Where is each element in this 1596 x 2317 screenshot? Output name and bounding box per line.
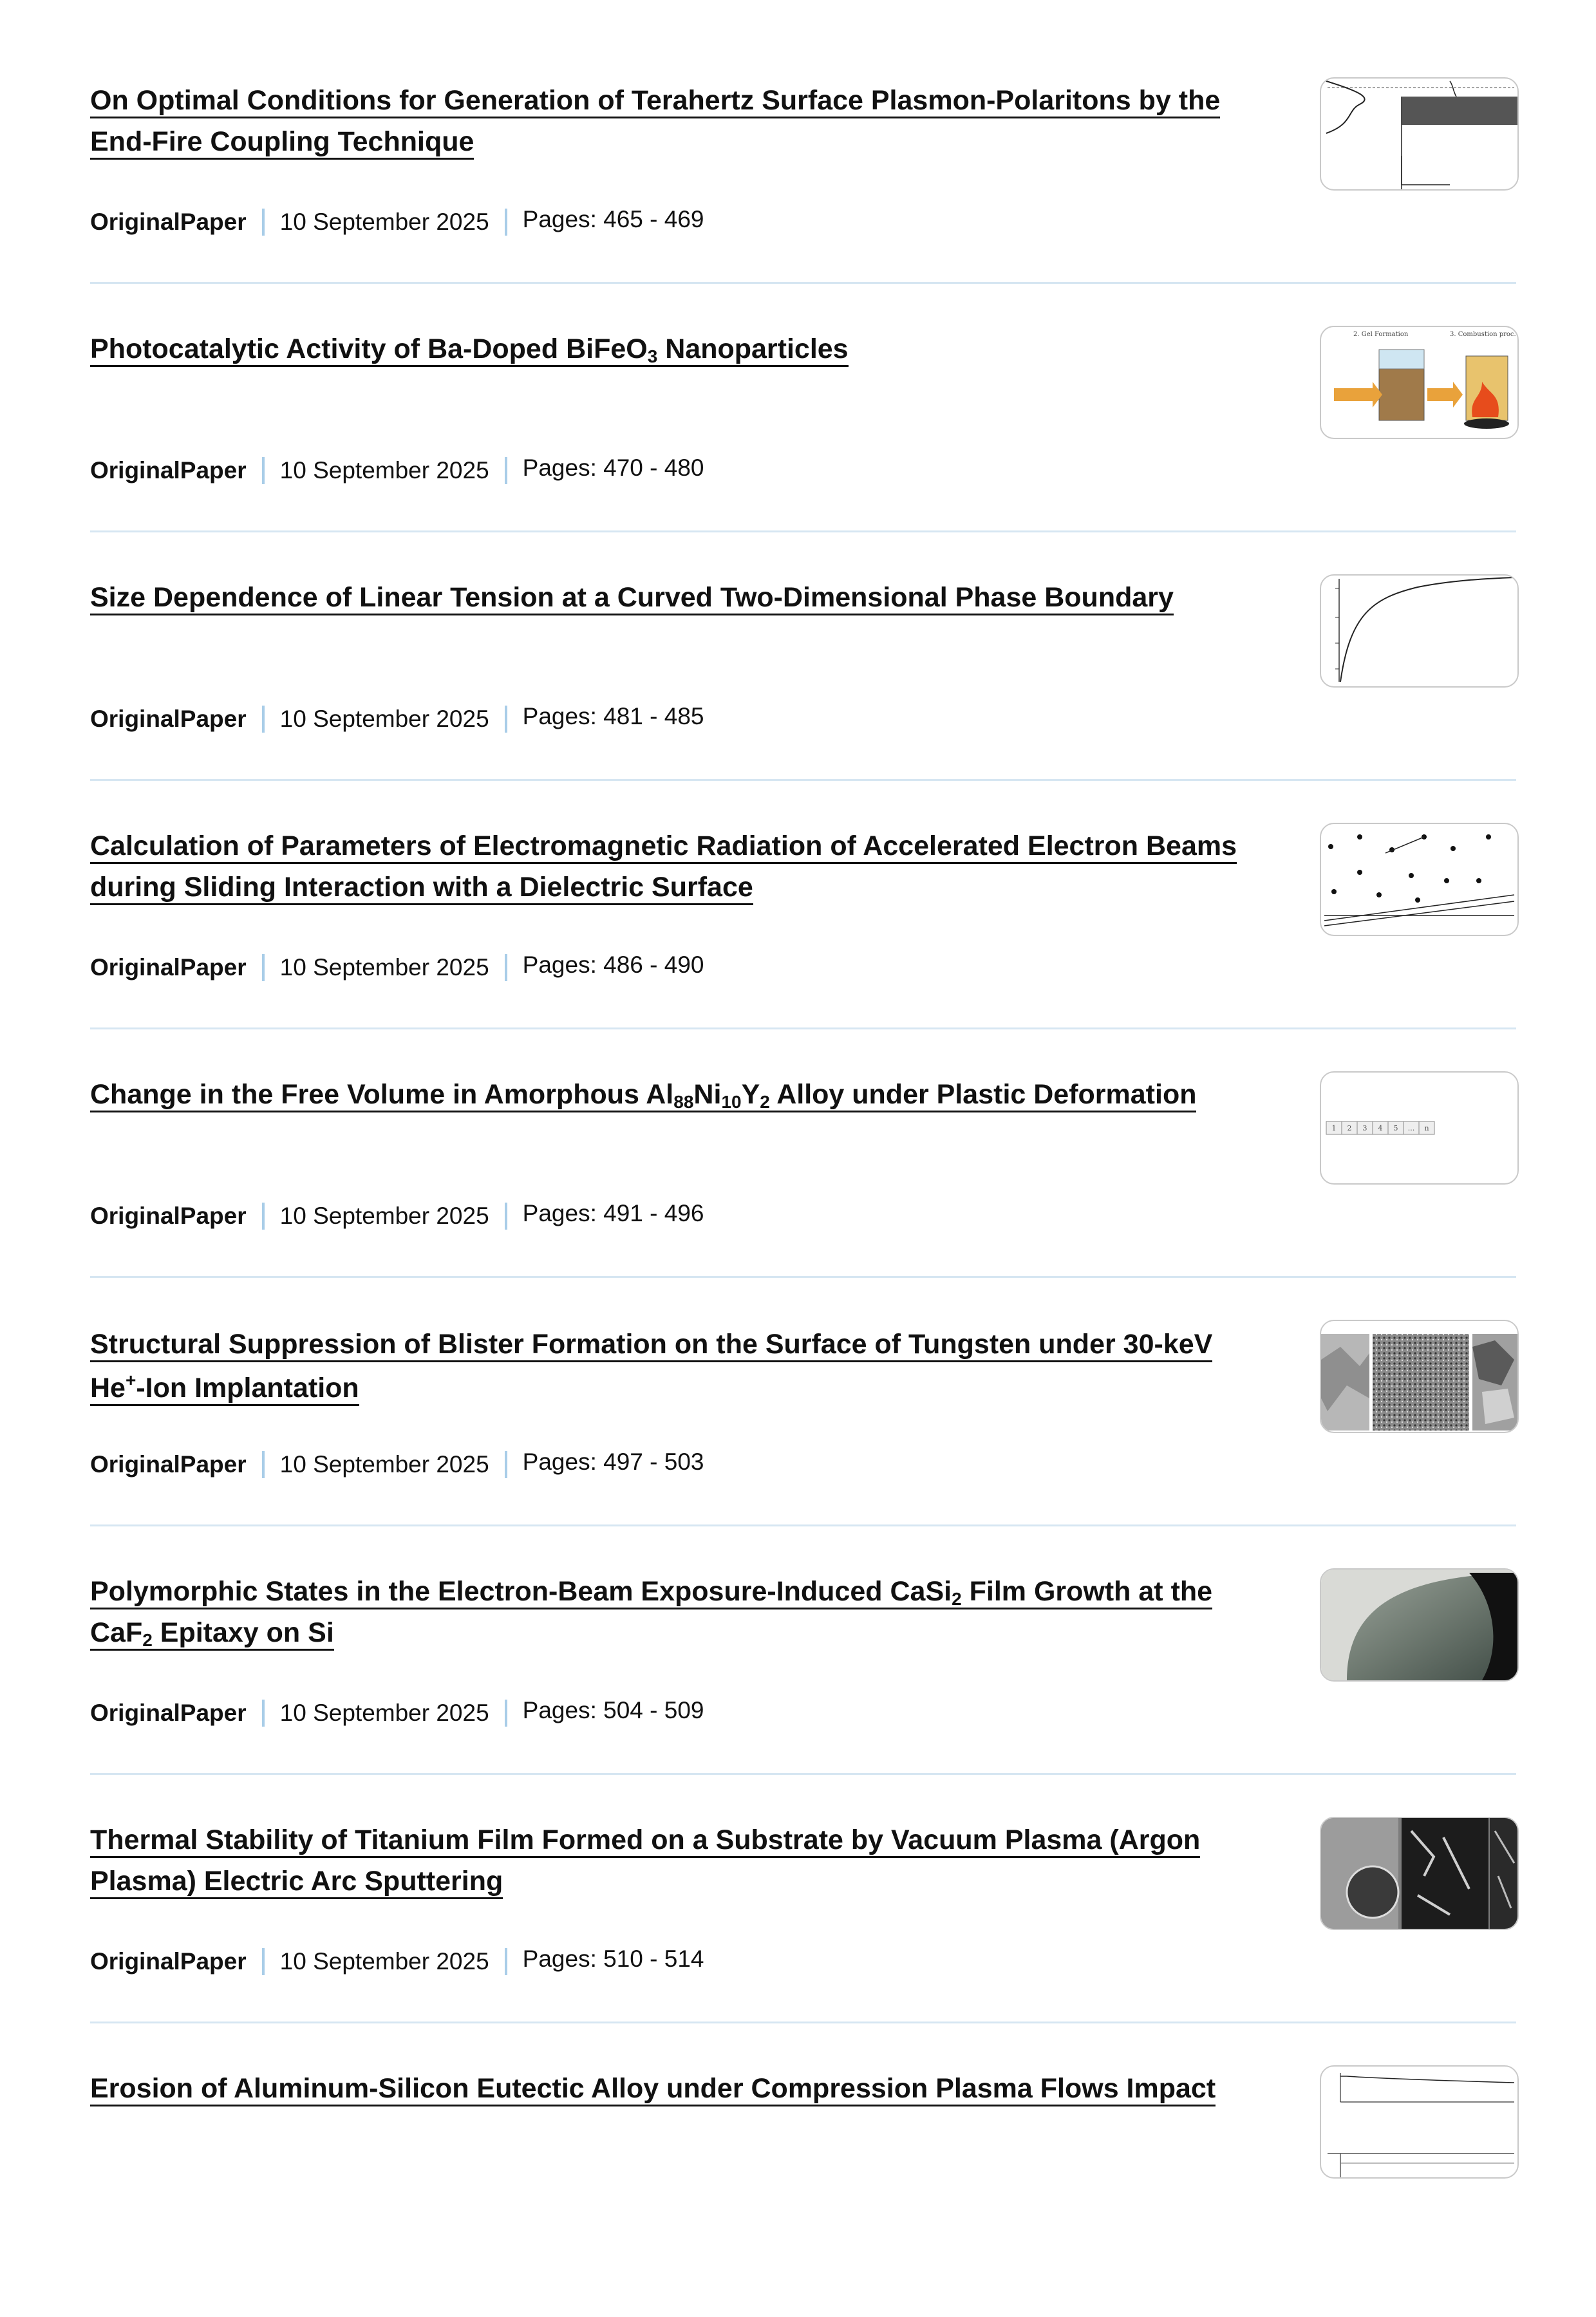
publish-date: 10 September 2025 [279,1203,489,1229]
page-range: Pages: 510 - 514 [522,1946,704,1972]
article-meta [90,1697,704,1727]
svg-text:3: 3 [1362,1124,1367,1132]
article-title [90,1074,1243,1115]
curve-plot-figure-thumbnail[interactable] [1320,574,1519,688]
content-type: OriginalPaper [90,1700,247,1726]
article-title [90,1571,1243,1653]
article-title-link[interactable]: Erosion of Aluminum-Silicon Eutectic Alloy under Compression Plasma Flows Impact [90,2073,1216,2106]
article-meta [90,1200,704,1230]
article-item [90,328,1516,577]
meta-separator [505,457,507,484]
article-divider [90,1773,1516,1775]
article-divider [90,1027,1516,1029]
meta-separator [505,1451,507,1478]
page-range: Pages: 470 - 480 [522,455,704,481]
article-title-link[interactable]: Structural Suppression of Blister Formation on the Surface of Tungsten under 30-keV He+-Ion Implantation [90,1329,1212,1406]
publish-date: 10 September 2025 [279,1451,489,1477]
svg-text:1: 1 [1331,1124,1337,1132]
svg-text:4: 4 [1378,1124,1383,1132]
article-item [90,1322,1516,1571]
publish-date: 10 September 2025 [279,954,489,980]
meta-separator [505,954,507,981]
article-divider [90,2022,1516,2023]
article-divider [90,1524,1516,1526]
article-title [90,577,1243,618]
meta-separator [262,457,265,484]
article-divider [90,282,1516,284]
page-range: Pages: 497 - 503 [522,1449,704,1475]
meta-separator [505,1700,507,1727]
meta-separator [262,954,265,981]
article-title [90,1322,1243,1410]
field-profile-figure-thumbnail[interactable] [1320,77,1519,191]
article-title-link[interactable]: On Optimal Conditions for Generation of Terahertz Surface Plasmon-Polaritons by the End-Fire Coupling Technique [90,85,1220,160]
meta-separator [505,1203,507,1230]
article-meta [90,1948,704,1975]
content-type: OriginalPaper [90,1203,247,1229]
meta-separator [505,209,507,236]
article-item [90,1819,1516,2068]
article-item [90,1571,1516,1820]
article-meta [90,954,704,981]
publish-date: 10 September 2025 [279,457,489,483]
article-divider [90,530,1516,532]
article-title-link[interactable]: Change in the Free Volume in Amorphous $Al_{88}Ni_{10}Y_2$ Alloy under Plastic Deformation [90,1079,1197,1112]
microstructure-images-thumbnail[interactable] [1320,1320,1519,1433]
article-item [90,2068,1516,2317]
article-title [90,2068,1243,2109]
svg-text:n: n [1424,1124,1429,1132]
article-divider [90,779,1516,781]
article-title [90,80,1243,162]
publish-date: 10 September 2025 [279,1948,489,1975]
article-item [90,825,1516,1074]
electron-micrograph-thumbnail[interactable] [1320,1817,1519,1930]
content-type: OriginalPaper [90,1948,247,1975]
publish-date: 10 September 2025 [279,209,489,235]
meta-separator [262,1451,265,1478]
meta-separator [262,1948,265,1975]
svg-text:2. Gel Formation: 2. Gel Formation [1353,331,1409,338]
article-title-link[interactable]: Polymorphic States in the Electron-Beam Exposure-Induced CaSi$_2$ Film Growth at the CaF$_2$ Epitaxy on Si [90,1576,1213,1650]
content-type: OriginalPaper [90,209,247,235]
publish-date: 10 September 2025 [279,1700,489,1726]
wafer-photo-thumbnail[interactable] [1320,1568,1519,1682]
article-title [90,825,1243,908]
svg-text:...: ... [1407,1124,1415,1132]
meta-separator [262,1700,265,1727]
page-range: Pages: 491 - 496 [522,1200,704,1226]
article-meta [90,1451,704,1478]
svg-text:3. Combustion proc.: 3. Combustion proc. [1450,331,1516,338]
article-title-link[interactable]: Size Dependence of Linear Tension at a Curved Two-Dimensional Phase Boundary [90,582,1174,615]
article-item [90,577,1516,826]
content-type: OriginalPaper [90,457,247,483]
content-type: OriginalPaper [90,706,247,732]
svg-text:2: 2 [1347,1124,1352,1132]
page-range: Pages: 486 - 490 [522,952,704,978]
article-title [90,328,1243,370]
article-item [90,80,1516,329]
article-meta [90,457,704,484]
article-title-link[interactable]: Thermal Stability of Titanium Film Formed on a Substrate by Vacuum Plasma (Argon Plasma) Electric Arc Sputtering [90,1825,1200,1899]
meta-separator [262,706,265,733]
meta-separator [262,1203,265,1230]
publish-date: 10 September 2025 [279,706,489,732]
article-item [90,1074,1516,1323]
timing-plot-figure-thumbnail[interactable] [1320,2065,1519,2179]
cell-row-figure-thumbnail[interactable] [1320,1071,1519,1185]
article-meta [90,206,704,236]
svg-text:5: 5 [1393,1124,1398,1132]
synthesis-process-figure-thumbnail[interactable] [1320,326,1519,439]
page-range: Pages: 465 - 469 [522,206,704,232]
content-type: OriginalPaper [90,1451,247,1477]
article-title-link[interactable]: Photocatalytic Activity of Ba-Doped BiFeO$_3$ Nanoparticles [90,333,849,366]
page-range: Pages: 481 - 485 [522,703,704,729]
meta-separator [505,706,507,733]
article-meta [90,703,704,733]
lattice-diagram-figure-thumbnail[interactable] [1320,823,1519,936]
meta-separator [505,1948,507,1975]
page-range: Pages: 504 - 509 [522,1697,704,1723]
article-title [90,1819,1243,1902]
meta-separator [262,209,265,236]
article-divider [90,1276,1516,1278]
article-title-link[interactable]: Calculation of Parameters of Electromagnetic Radiation of Accelerated Electron Beams during Sliding Interaction with a Dielectric Surface [90,830,1237,905]
content-type: OriginalPaper [90,954,247,980]
